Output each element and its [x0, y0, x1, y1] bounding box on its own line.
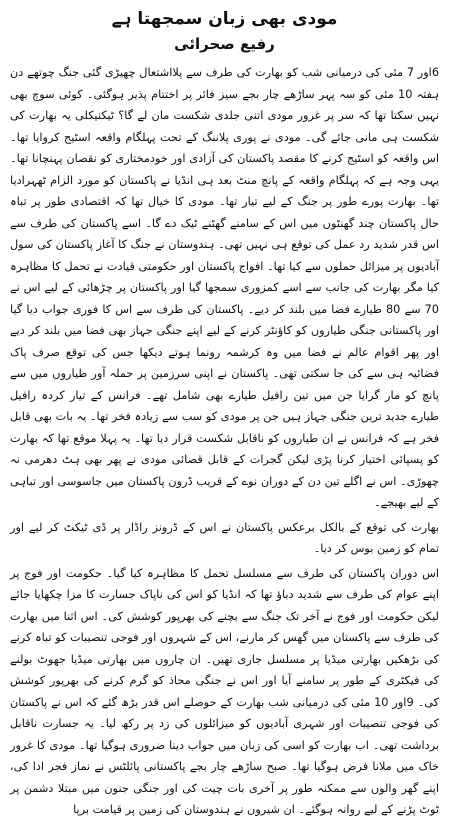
article-paragraph: اس دوران پاکستان کی طرف سے مسلسل تحمل کا مظاہرہ کیا گیا۔ حکومت اور فوج پر اپنے عوام کی طرف سے شدید دباؤ تھا کہ انڈیا کو اس کی ناپاک جسارت کا مزا چکھایا جائے لیکن حکومت اور فوج نے آخر تک جنگ سے بچنے کی بھرپور کوشش کی۔ اس اثنا میں بھارت کی طرف سے پاکستان میں گھس کر مارنے، اس کے شہروں اور فوجی تنصیبات کو تباہ کرنے کی بڑھکیں بھارتی میڈیا پر مسلسل جاری تھیں۔ ان چاروں میں بھارتی میڈیا جھوٹ بولنے کی فیکٹری کے طور پر سامنے آیا اور اس نے جنگی محاذ کو گرم کرنے کی بھرپور کوشش کی۔ 9اور 10 مئی کی درمیانی شب بھارت کے حوصلے اس قدر بڑھ گئے کہ اس نے پاکستان کی فوجی تنصیبات اور شہری آبادیوں کو میزائلوں کی زد پر رکھ لیا۔ یہ جسارت ناقابل برداشت تھی۔ اب بھارت کو اسی کی زبان میں جواب دینا ضروری ہوگیا تھا۔ مودی کا غرور خاک میں ملانا فرض ہوگیا تھا۔ صبح ساڑھے چار بجے پاکستانی پائلٹس نے نماز فجر ادا کی، اپنے گھر والوں سے ممکنہ طور پر آخری بات چیت کی اور جنگی جنون میں مبتلا دشمن پر ٹوٹ پڑنے کے لیے روانہ ہوگئے۔ ان شیروں نے ہندوستان کی زمین پر قیامت برپا — [10, 566, 439, 816]
article-headline: مودی بھی زبان سمجھتا ہے — [111, 9, 338, 29]
article-paragraph: بھارت کی توقع کے بالکل برعکس پاکستان نے اس کے ڈرونز راڈار پر ڈی ٹیکٹ کر لیے اور تمام کو زمین بوس کر دیا۔ — [10, 520, 439, 555]
article-byline: رفیع صحرائی — [174, 35, 275, 53]
article-body — [10, 62, 439, 821]
article-paragraph: 6اور 7 مئی کی درمیانی شب کو بھارت کی طرف سے پلااشتعال چھیڑی گئی جنگ چوتھے دن ہفتہ 10 مئی کو سہ پہر ساڑھے چار بجے سیز فائر پر اختتام پذیر ہوگئی۔ کوئی سوچ بھی نہیں سکتا تھا کہ سر پر غرور مودی اتنی جلدی شکست مان لے گا؟ ٹیکنیکلی یہ بھارت کی شکست ہی مانی جائے گی۔ مودی نے پوری پلاننگ کے تحت پہلگام واقعہ اسٹیج کروایا تھا۔ اس واقعہ کو اسٹیج کرنے کا مقصد پاکستان کی آزادی اور خودمختاری کو نقصان پہنچانا تھا۔ یہی وجہ ہے کہ پہلگام واقعہ کے پانچ منٹ بعد ہی انڈیا نے پاکستان کو مورد الزام ٹھہرادیا تھا۔ بھارت پورے طور پر جنگ کے لیے تیار تھا۔ مودی کا خیال تھا کہ اقتصادی طور پر تباہ حال پاکستان چند گھنٹوں میں اس کے سامنے گھٹنے ٹیک دے گا۔ اسے پاکستان کی طرف سے اس قدر شدید رد عمل کی توقع ہی نہیں تھی۔ ہندوستان نے جنگ کا آغاز پاکستان کی سول آبادیوں پر میزائل حملوں سے کیا تھا۔ افواج پاکستان اور حکومتی قیادت نے تحمل کا مظاہرہ کیا مگر بھارت کی جانب سے اسے کمزوری سمجھا گیا اور پاکستان پر چڑھائی کے لیے اس نے 70 سے 80 طیارے فضا میں بلند کر دیے۔ پاکستان کی طرف سے اس کا فوری جواب دیا گیا اور پاکستانی جنگی طیاروں کو کاؤنٹر کرنے کے لیے اپنے جنگی جہاز بھی فضا میں بلند کر دیے اور پھر اقوام عالم نے فضا میں وہ کرشمہ رونما ہوتے دیکھا جس کی توقع صرف پاک فضائیہ ہی سے کی جا سکتی تھی۔ پاکستان نے اپنی سرزمین پر حملہ آور طیاروں میں سے پانچ کو مار گرایا جن میں تین رافیل طیارے بھی شامل تھے۔ فرانس کے تیار کردہ رافیل طیارے جدید ترین جنگی جہاز ہیں جن پر مودی کو سب سے زیادہ فخر تھا۔ یہ بات بھی قابل فخر ہے کہ فرانس نے ان طیاروں کو ناقابل شکست قرار دیا تھا۔ یہ پہلا موقع تھا کہ بھارت کو پسپائی اختیار کرنا پڑی لیکن گجرات کے قابل قصائی مودی نے پھر بھی ہٹ دھرمی نہ چھوڑی۔ اس نے اگلے تین دن کے دوران نوے کے قریب ڈرون پاکستان میں جاسوسی اور تباہی کے لیے بھیجے۔ — [10, 66, 440, 509]
